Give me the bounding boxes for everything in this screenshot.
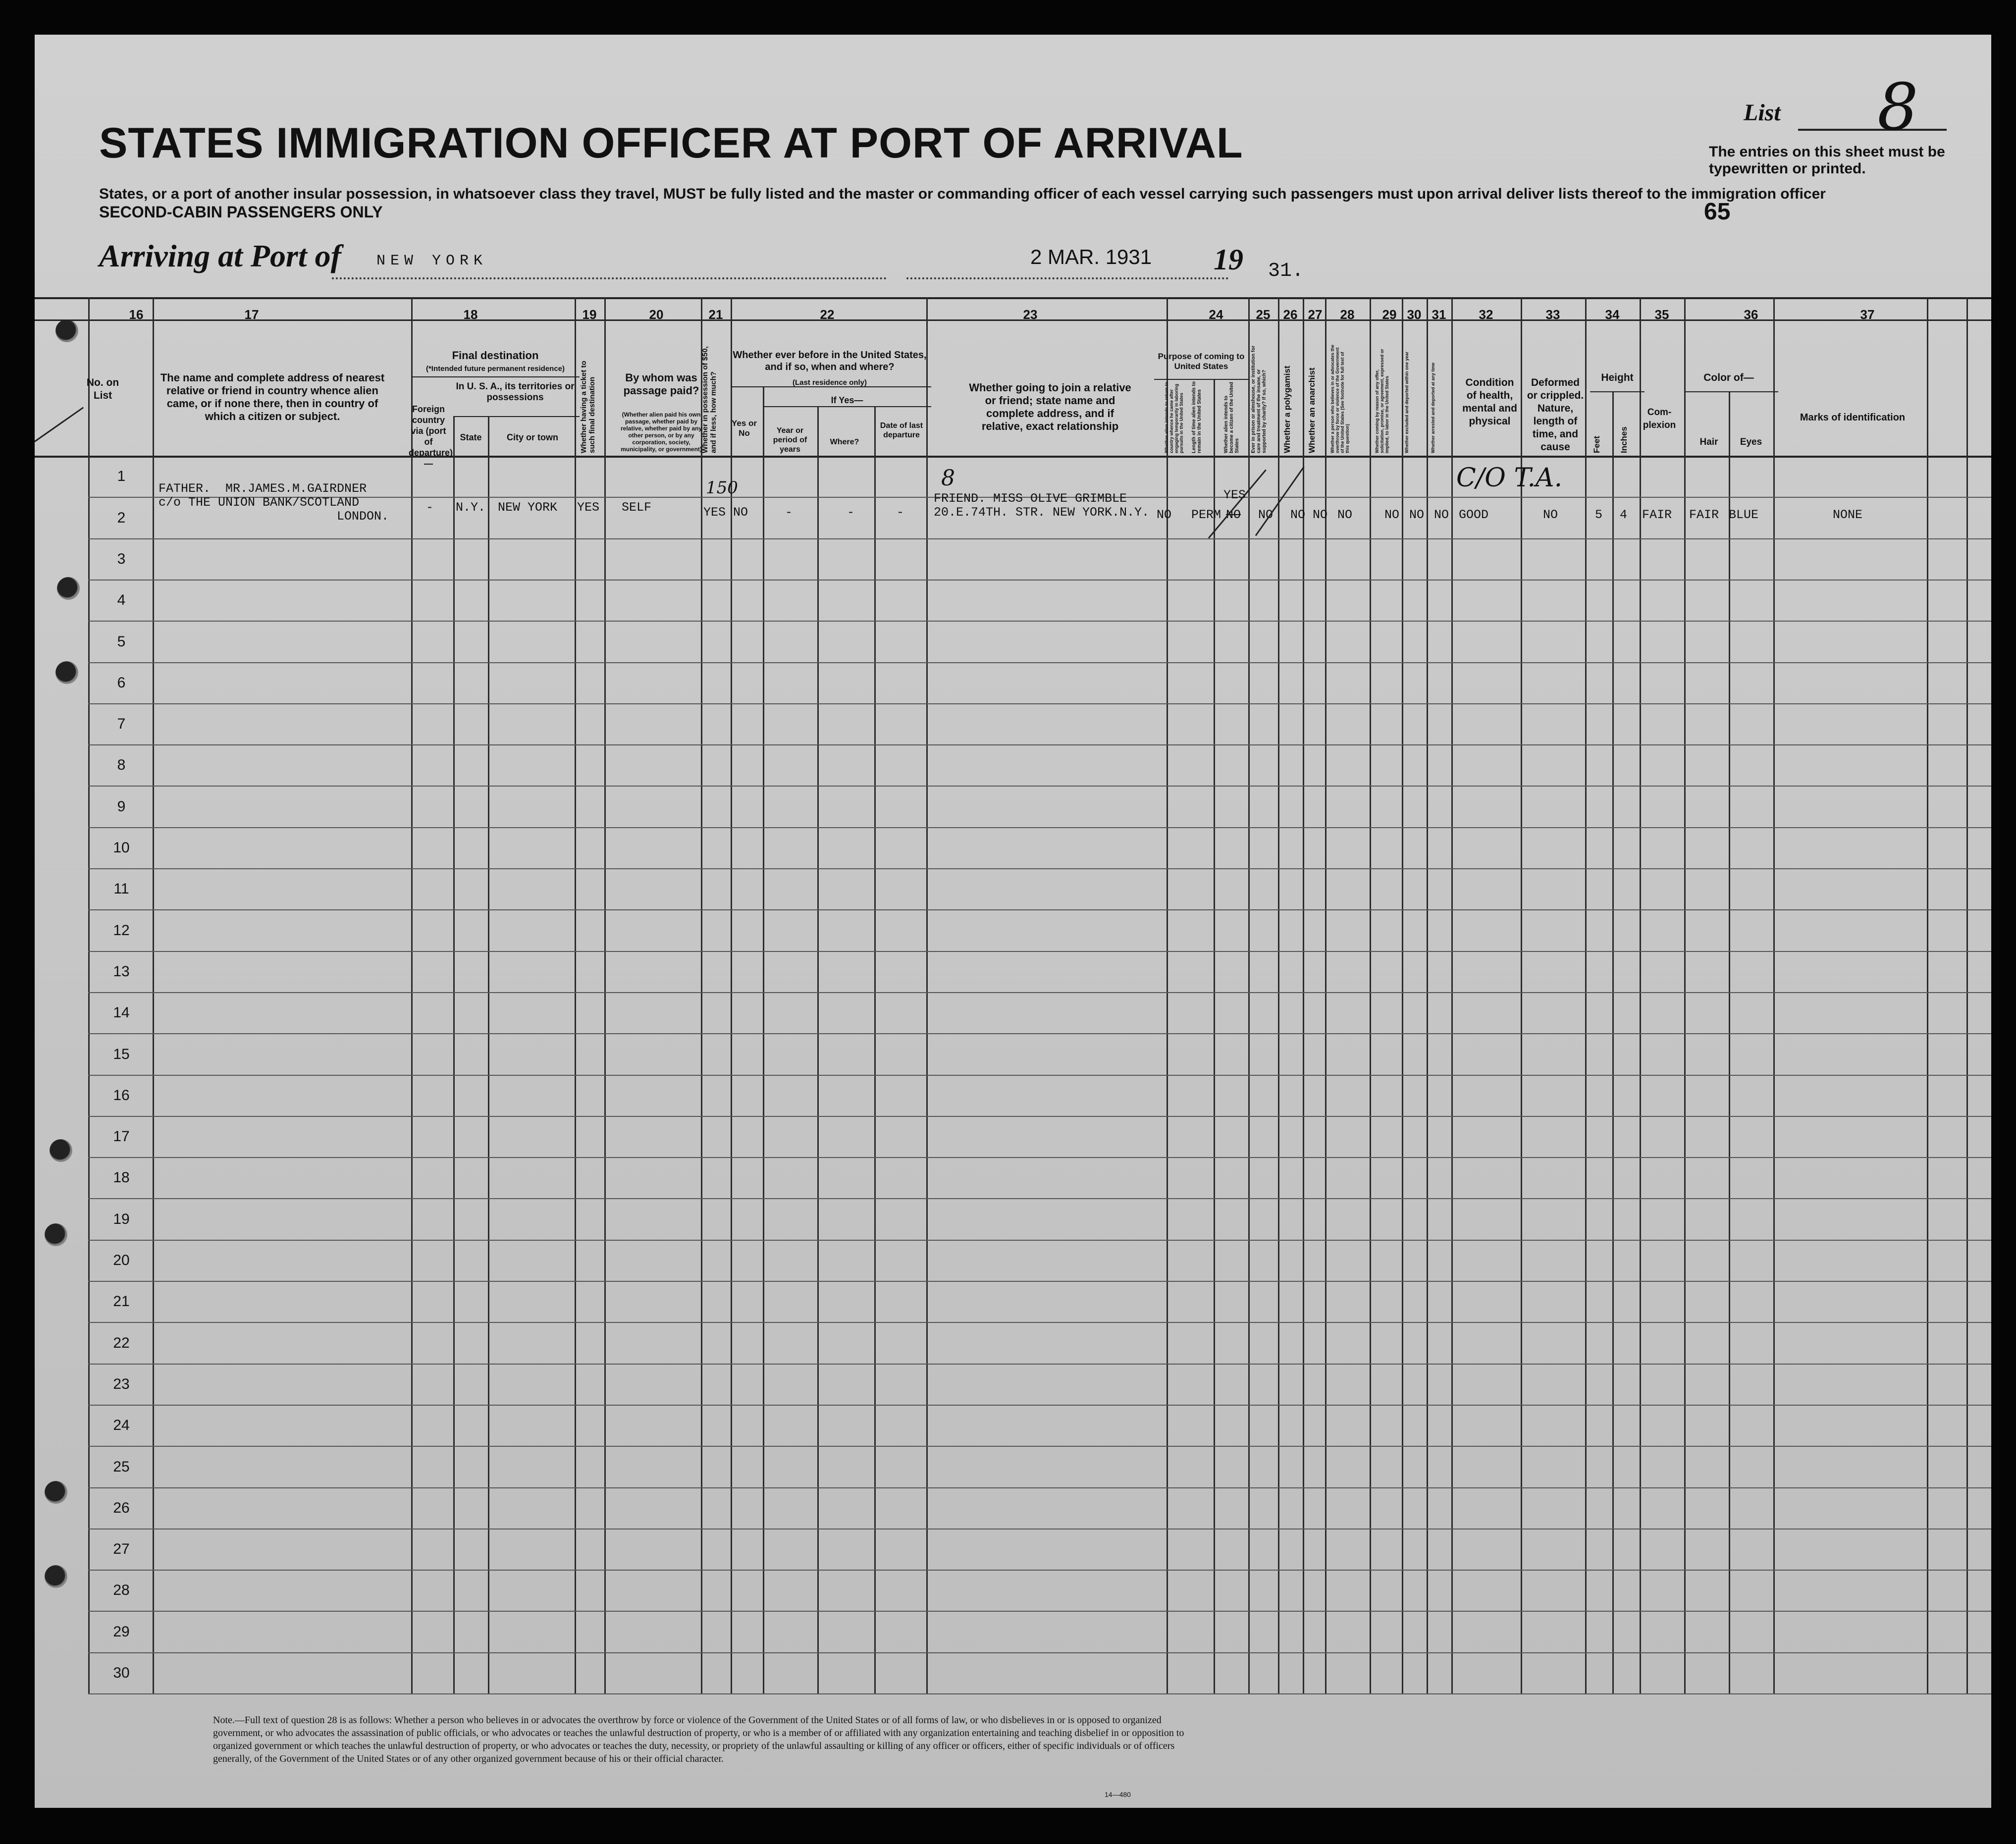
column-rule — [1370, 297, 1371, 1694]
row-rule — [88, 1322, 1991, 1323]
hdr-complexion: Com- plexion — [1643, 407, 1676, 430]
row-number: 2 — [117, 509, 126, 526]
row-rule — [88, 662, 1991, 663]
punch-hole — [50, 1139, 72, 1162]
row-number: 4 — [117, 592, 126, 609]
column-number: 20 — [649, 307, 664, 322]
column-rule — [1612, 391, 1614, 1694]
entry-foreign-via: - — [426, 500, 434, 515]
row-number: 1 — [117, 468, 126, 485]
row-rule — [88, 1281, 1991, 1282]
entry-citizen-correction: YES — [1223, 488, 1246, 502]
column-number: 25 — [1256, 307, 1271, 322]
hdr-return-intent: Whether alien intends to return to country whence he came after engaging temporarily in laboring pursuits in the United States — [1164, 381, 1184, 453]
row-number: 16 — [113, 1087, 130, 1104]
column-rule — [926, 297, 928, 1694]
column-rule — [604, 297, 606, 1694]
hdr-yes-no: Yes or No — [731, 419, 757, 438]
column-rule — [88, 297, 90, 1694]
arriving-label: Arriving at Port of — [99, 238, 341, 273]
entry-ticket: YES — [577, 500, 600, 515]
hdr-rule — [1590, 391, 1645, 392]
column-rule — [1729, 391, 1730, 1694]
column-rule — [575, 297, 576, 1694]
entry-q29: NO — [1384, 508, 1400, 522]
row-rule — [88, 1075, 1991, 1076]
entry-joining-line1: FRIEND. MISS OLIVE GRIMBLE — [934, 491, 1127, 506]
hdr-year-period: Year or period of years — [773, 426, 807, 454]
row-rule — [88, 1364, 1991, 1365]
column-number: 17 — [244, 307, 259, 322]
hdr-deformed: Deformed or crippled. Nature, length of time, and cause — [1527, 377, 1584, 453]
row-number: 25 — [113, 1458, 130, 1475]
entry-city: NEW YORK — [498, 500, 558, 515]
column-number: 16 — [129, 307, 144, 322]
hdr-prison: Ever in prison or almshouse, or institution for care and treatment of the insane, or supported by charity? If so, which? — [1251, 345, 1267, 453]
row-rule — [88, 1528, 1991, 1529]
column-rule — [153, 297, 154, 1694]
column-number: 18 — [463, 307, 478, 322]
entry-eyes: BLUE — [1729, 508, 1759, 522]
entry-q30: NO — [1409, 508, 1425, 522]
punch-hole — [45, 1565, 67, 1588]
class-line: SECOND-CABIN PASSENGERS ONLY — [99, 203, 383, 221]
column-rule — [1214, 379, 1215, 1694]
hdr-rule — [1684, 391, 1778, 392]
check-mark — [35, 407, 84, 442]
hdr-passage-paid-note: (Whether alien paid his own passage, whether paid by relative, whether paid by any other person, or by any corporation, society, municipality, or government) — [620, 411, 702, 453]
port-line — [332, 277, 887, 279]
row-rule — [88, 1240, 1991, 1241]
hdr-excluded: Whether excluded and deported within one year — [1404, 351, 1409, 453]
row-number: 18 — [113, 1169, 130, 1186]
entry-length-stay: PERM — [1191, 508, 1221, 522]
column-number: 27 — [1308, 307, 1323, 322]
entry-relative-line3: LONDON. — [337, 509, 389, 524]
row-number: 12 — [113, 922, 130, 939]
hdr-city: City or town — [507, 432, 558, 442]
entry-return-intent: NO — [1157, 508, 1172, 522]
hdr-anarchist: Whether an anarchist — [1307, 368, 1317, 453]
row-number: 24 — [113, 1417, 130, 1434]
hdr-final-destination-note: (*Intended future permanent residence) — [425, 365, 565, 373]
hdr-marks: Marks of identification — [1800, 412, 1906, 423]
column-rule — [1684, 297, 1686, 1694]
column-rule — [1167, 297, 1168, 1694]
row-rule — [88, 1116, 1991, 1117]
column-number: 24 — [1209, 307, 1223, 322]
entry-date-departure: - — [897, 505, 904, 520]
hdr-where: Where? — [830, 438, 859, 446]
check-mark — [1208, 470, 1267, 539]
column-rule — [874, 406, 876, 1694]
column-rule — [1927, 297, 1928, 1694]
row-rule — [88, 1405, 1991, 1406]
entry-possession-note: 150 — [706, 478, 738, 498]
row-number: 10 — [113, 840, 130, 856]
column-number: 26 — [1283, 307, 1298, 322]
entry-relative-line1: FATHER. MR.JAMES.M.GAIRDNER — [159, 481, 367, 496]
list-label: List — [1744, 100, 1781, 126]
hdr-foreign-country: Foreign country via (port of departure)— — [409, 404, 453, 469]
entry-q31: NO — [1434, 508, 1449, 522]
entry-polygamist: NO — [1290, 508, 1306, 522]
instructions-text: States, or a port of another insular possession, in whatsoever class they travel, MUST be fully listed and the master or commanding officer of each vessel carrying such passengers must upon arrival deliver lists thereof to the immigration officer — [99, 186, 1826, 202]
row-number: 5 — [117, 633, 126, 650]
row-rule — [88, 1570, 1991, 1571]
row-number: 22 — [113, 1334, 130, 1351]
row-number: 15 — [113, 1046, 130, 1062]
entry-inches: 4 — [1620, 508, 1628, 522]
row-rule — [88, 538, 1991, 539]
row-rule — [88, 827, 1991, 828]
row-rule — [88, 703, 1991, 704]
entry-hair: FAIR — [1689, 508, 1719, 522]
row-number: 19 — [113, 1211, 130, 1227]
year-prefix: 19 — [1214, 243, 1243, 276]
row-number: 29 — [113, 1623, 130, 1640]
column-rule — [1278, 297, 1279, 1694]
hdr-if-yes: If Yes— — [831, 395, 863, 405]
arrival-date: 2 MAR. 1931 — [1030, 245, 1152, 268]
punch-hole — [55, 319, 78, 342]
header-bottom-rule — [35, 456, 1991, 458]
column-rule — [1521, 297, 1522, 1694]
column-rule — [1325, 297, 1326, 1694]
column-number: 28 — [1340, 307, 1355, 322]
hdr-rule — [763, 406, 931, 407]
list-underline — [1798, 129, 1947, 131]
row-rule — [88, 1157, 1991, 1158]
row-number: 7 — [117, 716, 126, 733]
column-rule — [731, 297, 732, 1694]
column-rule — [1966, 297, 1968, 1694]
column-number: 29 — [1382, 307, 1397, 322]
entry-passage-paid: SELF — [622, 500, 652, 515]
column-rule — [763, 386, 764, 1694]
row-number: 3 — [117, 550, 126, 567]
column-number: 22 — [820, 307, 835, 322]
colnum-rule — [35, 319, 1991, 321]
hdr-joining: Whether going to join a relative or friend; state name and complete address, and if relative, exact relationship — [969, 381, 1131, 432]
column-rule — [411, 297, 413, 1694]
hdr-inches: Inches — [1619, 426, 1629, 453]
column-rule — [817, 406, 819, 1694]
punch-hole — [55, 661, 78, 684]
hdr-date-departure: Date of last departure — [880, 421, 923, 439]
punch-hole — [57, 577, 80, 600]
row-rule — [88, 951, 1991, 952]
entry-joining-line2: 20.E.74TH. STR. NEW YORK.N.Y. — [934, 505, 1150, 520]
column-number: 19 — [582, 307, 597, 322]
hdr-hair: Hair — [1699, 437, 1718, 447]
row-number: 13 — [113, 963, 130, 980]
row-number: 8 — [117, 757, 126, 774]
entry-citizen-intent: NO — [1226, 508, 1241, 522]
entry-q28: NO — [1337, 508, 1353, 522]
column-rule — [1585, 297, 1587, 1694]
arrival-port: NEW YORK — [376, 253, 488, 269]
row-rule — [88, 1198, 1991, 1199]
hdr-feet: Feet — [1592, 436, 1601, 453]
row-number: 21 — [113, 1293, 130, 1310]
row-rule — [88, 909, 1991, 910]
row-rule — [88, 1693, 1991, 1694]
column-number: 37 — [1860, 307, 1875, 322]
hdr-rule — [731, 386, 931, 387]
column-number: 21 — [708, 307, 723, 322]
row-number: 17 — [113, 1128, 130, 1145]
hdr-purpose: Purpose of coming to United States — [1158, 352, 1245, 371]
column-rule — [453, 416, 455, 1694]
column-number: 23 — [1023, 307, 1038, 322]
column-rule — [701, 297, 702, 1694]
hdr-ticket: Whether having a ticket to such final destination — [580, 361, 596, 453]
row-rule — [88, 992, 1991, 993]
row-number: 11 — [113, 881, 129, 897]
row-rule — [88, 1487, 1991, 1488]
entry-health: GOOD — [1459, 508, 1489, 522]
hdr-length-stay: Length of time alien intends to remain in the United States — [1191, 381, 1202, 453]
entry-prison: NO — [1258, 508, 1273, 522]
sheet-stamp-number: 65 — [1704, 199, 1731, 225]
row-rule — [88, 868, 1991, 869]
hdr-ever-before-note: (Last residence only) — [792, 378, 867, 387]
hdr-height: Height — [1601, 372, 1634, 383]
row-number: 27 — [113, 1541, 130, 1558]
column-rule — [488, 416, 489, 1694]
hdr-ever-before: Whether ever before in the United States, and if so, when and where? — [733, 350, 927, 372]
hdr-health: Condition of health, mental and physical — [1462, 377, 1517, 427]
row-rule — [88, 786, 1991, 787]
column-rule — [1451, 297, 1453, 1694]
column-rule — [1402, 297, 1403, 1694]
hdr-rule — [1154, 379, 1248, 380]
hdr-nearest-relative: The name and complete address of nearest relative or friend in country whence alien came, or if none there, then in country of which a citizen or subject. — [160, 371, 385, 422]
column-number: 33 — [1545, 307, 1560, 322]
form-code: 14—480 — [1105, 1791, 1131, 1798]
entry-where: - — [847, 505, 855, 520]
manifest-page — [35, 35, 1991, 1808]
entry-anarchist: NO — [1313, 508, 1328, 522]
entries-note: The entries on this sheet must be typewritten or printed. — [1709, 144, 1945, 177]
hdr-polygamist: Whether a polygamist — [1282, 366, 1292, 453]
column-number: 34 — [1605, 307, 1620, 322]
hdr-in-usa: In U. S. A., its territories or possessions — [456, 381, 575, 403]
row-number: 30 — [113, 1665, 130, 1681]
column-rule — [1248, 297, 1250, 1694]
table-top-rule — [35, 297, 1991, 299]
hdr-labor-offer: Whether coming by reason of any offer, solicitation, promise, or agreement, expressed or implied, to labor in the United States — [1375, 349, 1389, 453]
row-rule — [88, 1033, 1991, 1034]
column-number: 35 — [1654, 307, 1669, 322]
row-rule — [88, 1446, 1991, 1447]
entry-complexion: FAIR — [1642, 508, 1672, 522]
row-number: 14 — [113, 1004, 130, 1021]
hdr-state: State — [460, 432, 482, 442]
hdr-rule — [411, 376, 580, 377]
form-title: STATES IMMIGRATION OFFICER AT PORT OF ARRIVAL — [99, 119, 1243, 167]
hdr-overthrow: Whether a person who believes in or advocates the overthrow by force or violence of the Government of the United States (See footnote for full text of this question) — [1330, 344, 1350, 453]
column-number: 30 — [1407, 307, 1422, 322]
entry-relative-line2: c/o THE UNION BANK/SCOTLAND — [159, 495, 360, 510]
row-rule — [88, 744, 1991, 745]
hdr-citizen-intent: Whether alien intends to become a citizen of the United States — [1223, 382, 1240, 453]
hdr-color-of: Color of— — [1703, 372, 1754, 383]
entry-state: N.Y. — [456, 500, 486, 515]
hdr-rule — [453, 416, 580, 417]
footnote-question-28: Note.—Full text of question 28 is as follows: Whether a person who believes in or advocates the overthrow by force or violence of the Government of the United States or of all forms of law, or who disbelieves in or is opposed to organized government, or who advocates the assassination of public officials, or who advocates or teaches the unlawful destruction of property, or who is a member of or affiliated with any organization entertaining and teaching disbelief in or opposition to organized government or which teaches the unlawful destruction of property, or who advocates or teaches the duty, necessity, or propriety of the unlawful assaulting or killing of any officer or officers, either of specific individuals or of officers generally, of the Government of the United States or of any other organized government because of his or their official character. — [213, 1715, 1184, 1764]
column-number: 36 — [1744, 307, 1758, 322]
list-number: 8 — [1877, 69, 1918, 145]
entry-marks: NONE — [1833, 508, 1863, 522]
entry-deformed: NO — [1543, 508, 1558, 522]
date-line — [906, 277, 1228, 279]
row-number: 9 — [117, 798, 126, 815]
row-rule — [88, 1652, 1991, 1653]
hdr-no-on-list: No. on List — [86, 377, 119, 401]
entry-year-period: - — [785, 505, 793, 520]
hdr-eyes: Eyes — [1740, 437, 1762, 447]
hdr-final-destination: Final destination — [452, 349, 539, 362]
check-mark — [1255, 466, 1305, 536]
year-suffix: 31. — [1268, 260, 1304, 282]
column-rule — [1773, 297, 1775, 1694]
entry-joining-mark: 8 — [941, 466, 955, 491]
entry-health-note: C/O T.A. — [1456, 463, 1563, 493]
row-number: 6 — [117, 674, 126, 691]
punch-hole — [45, 1223, 67, 1246]
row-number: 26 — [113, 1499, 130, 1516]
column-number: 32 — [1479, 307, 1493, 322]
row-number: 20 — [113, 1252, 130, 1268]
row-rule — [88, 1611, 1991, 1612]
column-number: 31 — [1432, 307, 1446, 322]
row-number: 23 — [113, 1375, 130, 1392]
hdr-possession-50: Whether in possession of $50, and if less, how much? — [701, 346, 718, 453]
entry-ever-before: NO — [733, 505, 748, 520]
row-number: 28 — [113, 1582, 130, 1599]
punch-hole — [45, 1481, 67, 1504]
hdr-passage-paid: By whom was passage paid? — [623, 371, 699, 397]
entry-possession-50: YES — [703, 505, 726, 520]
entry-feet: 5 — [1595, 508, 1603, 522]
column-rule — [1640, 297, 1641, 1694]
column-rule — [1303, 297, 1304, 1694]
row-rule — [88, 621, 1991, 622]
column-rule — [1427, 297, 1428, 1694]
hdr-arrested: Whether arrested and deported at any time — [1431, 362, 1435, 453]
